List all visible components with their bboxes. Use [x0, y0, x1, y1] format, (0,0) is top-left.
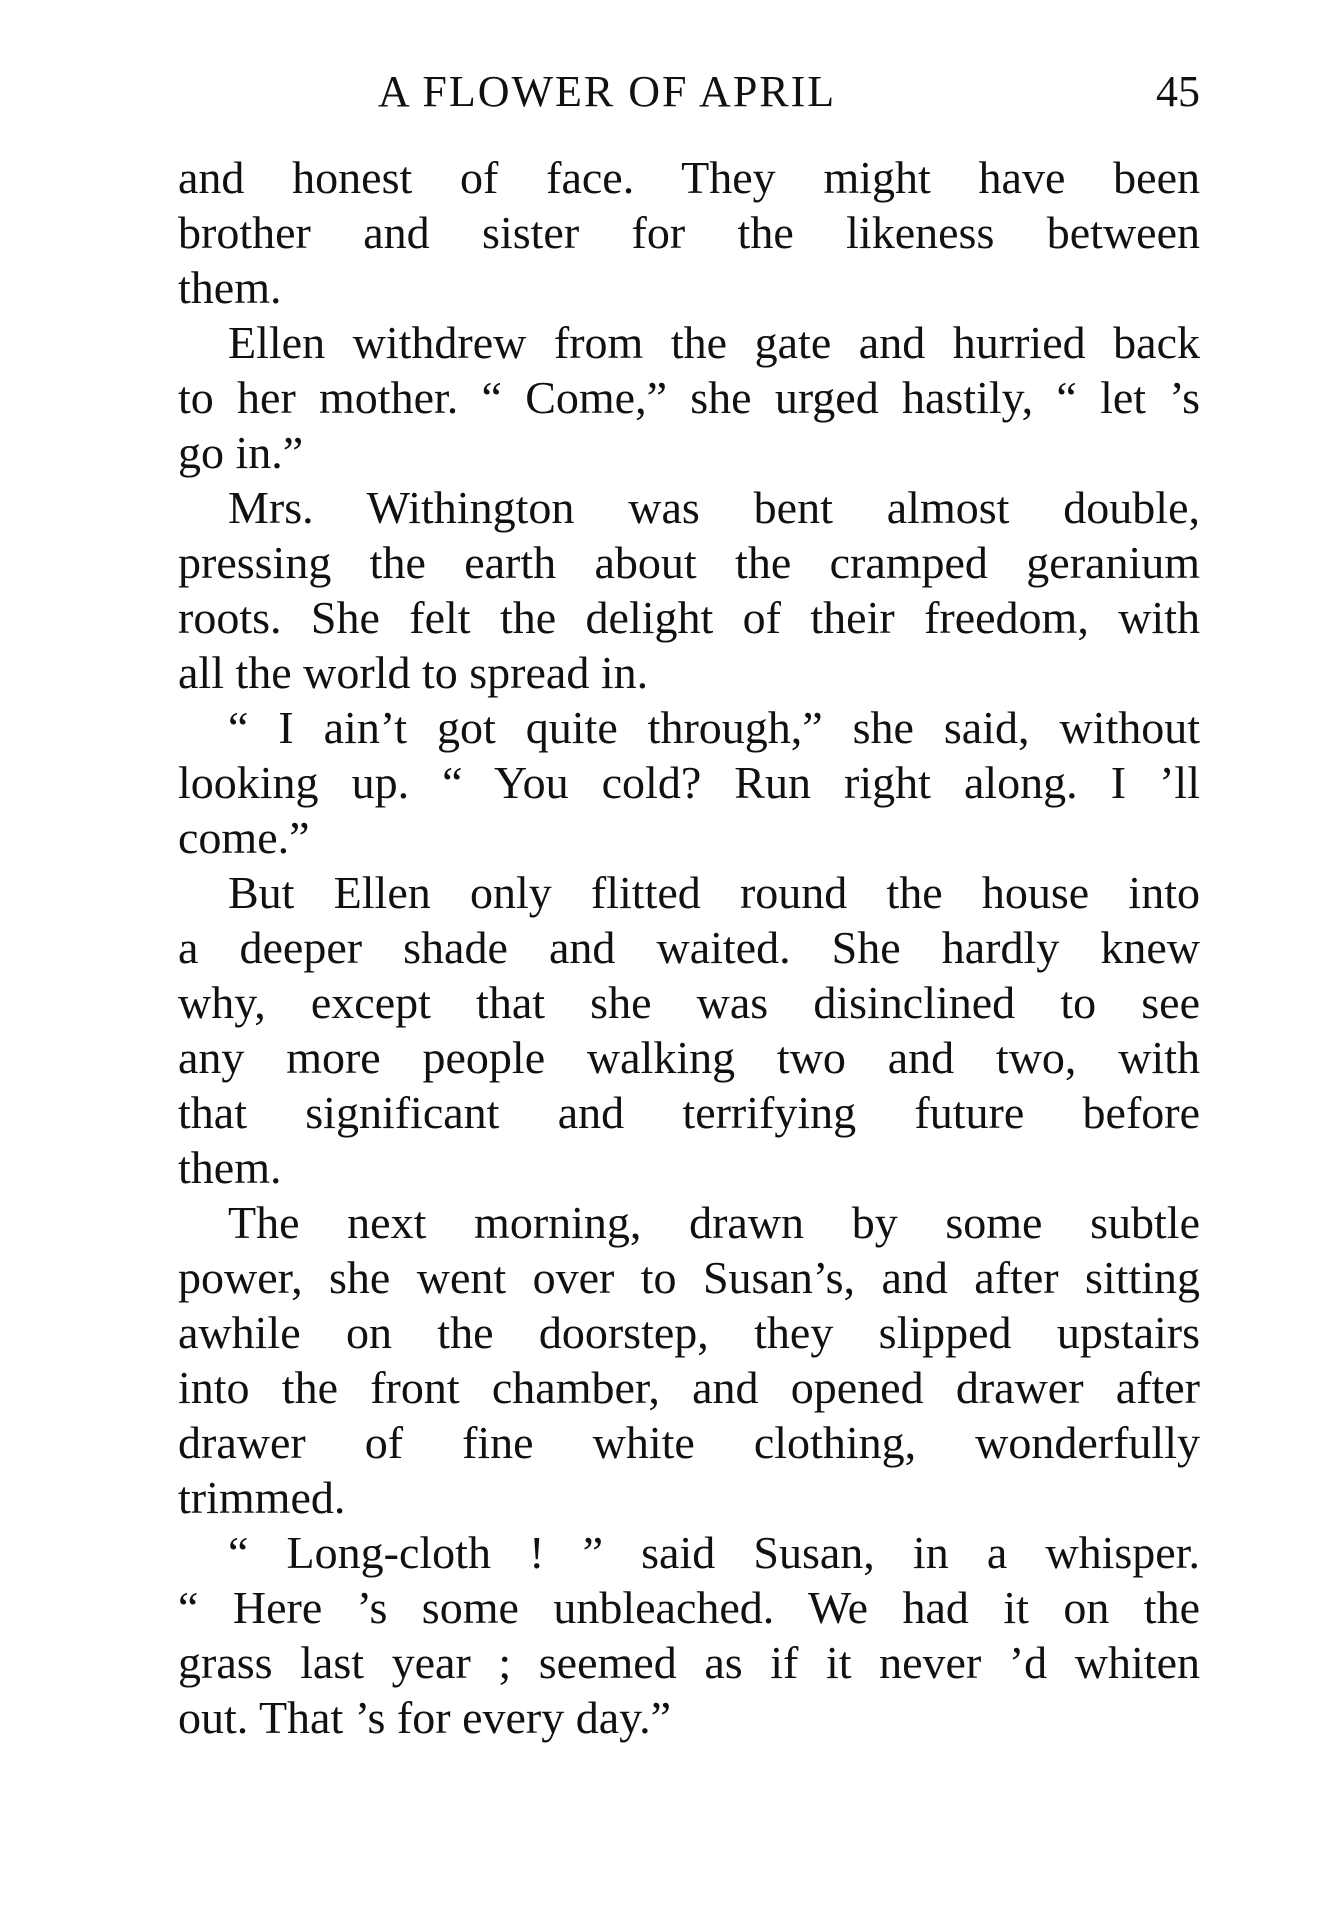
text-line: looking up. “ You cold? Run right along. I ’ll [178, 757, 1200, 808]
text-line: roots. She felt the delight of their freedom, with [178, 592, 1200, 643]
text-line: a deeper shade and waited. She hardly knew [178, 922, 1200, 973]
text-line: awhile on the doorstep, they slipped upstairs [178, 1307, 1200, 1358]
text-line: why, except that she was disinclined to see [178, 977, 1200, 1028]
paragraph [178, 1525, 1200, 1745]
text-line: to her mother. “ Come,” she urged hastily, “ let ’s [178, 372, 1200, 423]
body-text [178, 150, 1200, 1745]
text-line: them. [178, 1142, 282, 1193]
text-line: all the world to spread in. [178, 647, 649, 698]
text-line: that significant and terrifying future before [178, 1087, 1200, 1138]
text-line: out. That ’s for every day.” [178, 1692, 672, 1743]
running-head [178, 62, 1200, 122]
paragraph [178, 315, 1200, 480]
text-line: grass last year ; seemed as if it never ’d whiten [178, 1637, 1200, 1688]
text-line: power, she went over to Susan’s, and after sitting [178, 1252, 1200, 1303]
text-line: into the front chamber, and opened drawer after [178, 1362, 1200, 1413]
text-line: Ellen withdrew from the gate and hurried back [228, 317, 1200, 368]
text-line: “ I ain’t got quite through,” she said, without [228, 702, 1200, 753]
paragraph [178, 1195, 1200, 1525]
text-line: come.” [178, 812, 310, 863]
text-line: “ Here ’s some unbleached. We had it on the [178, 1582, 1200, 1633]
text-line: any more people walking two and two, with [178, 1032, 1200, 1083]
text-line: and honest of face. They might have been [178, 152, 1200, 203]
text-line: trimmed. [178, 1472, 346, 1523]
text-line: go in.” [178, 427, 304, 478]
text-line: drawer of fine white clothing, wonderfully [178, 1417, 1200, 1468]
text-line: them. [178, 262, 282, 313]
text-line: Mrs. Withington was bent almost double, [228, 482, 1200, 533]
text-line: pressing the earth about the cramped geranium [178, 537, 1200, 588]
text-line: But Ellen only flitted round the house into [228, 867, 1200, 918]
running-title: A FLOWER OF APRIL [378, 67, 837, 116]
paragraph [178, 865, 1200, 1195]
text-line: “ Long-cloth ! ” said Susan, in a whisper. [228, 1527, 1200, 1578]
paragraph [178, 480, 1200, 700]
paragraph [178, 150, 1200, 315]
page-number: 45 [1156, 67, 1200, 116]
text-line: brother and sister for the likeness between [178, 207, 1200, 258]
paragraph [178, 700, 1200, 865]
text-line: The next morning, drawn by some subtle [228, 1197, 1200, 1248]
